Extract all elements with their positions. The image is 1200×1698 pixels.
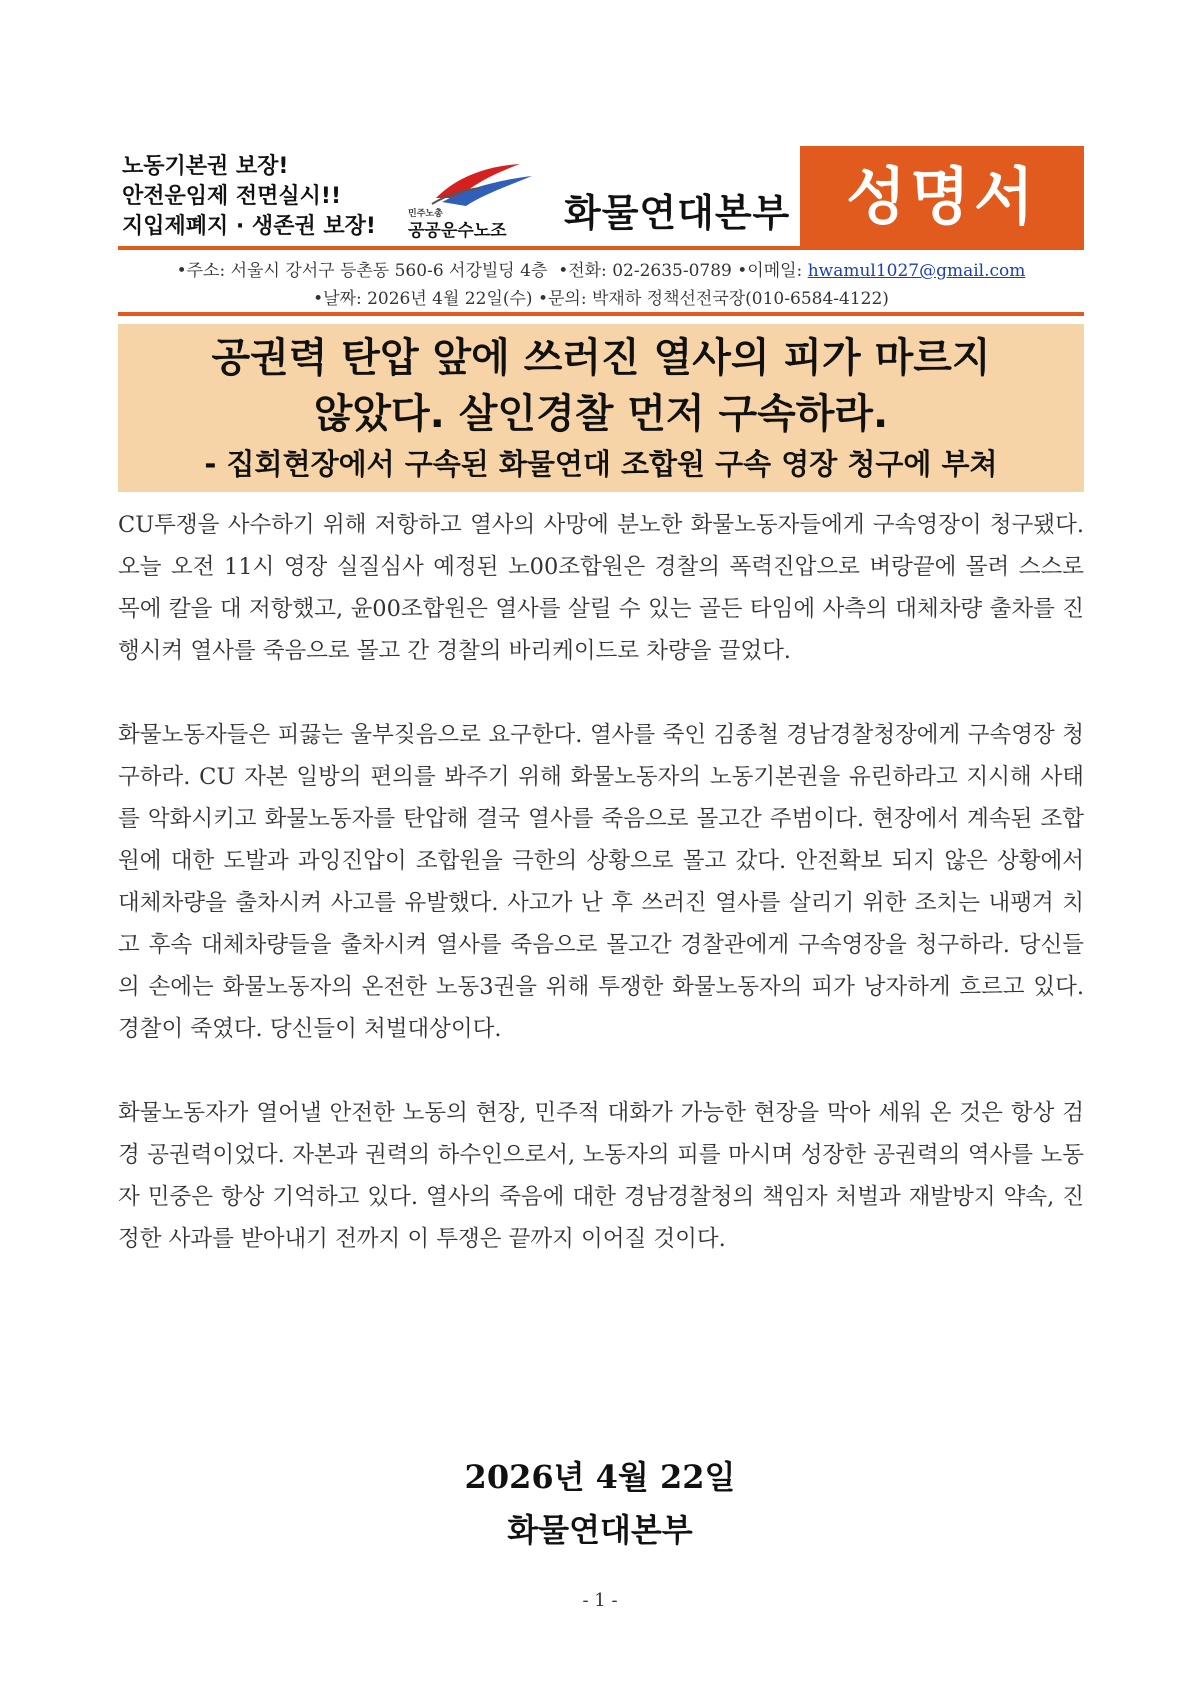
release-date: •날짜: 2026년 4월 22일(수) <box>313 289 533 309</box>
statement-body <box>118 504 1084 1302</box>
contact-divider <box>118 312 1084 316</box>
logo-subtitle: 민주노총 <box>408 209 443 219</box>
slogan-2: 안전운임제 전면실시!! <box>122 184 341 209</box>
paragraph-1: CU투쟁을 사수하기 위해 저항하고 열사의 사망에 분노한 화물노동자들에게 구속영장이 청구됐다. 오늘 오전 11시 영장 실질심사 예정된 노00조합원은 경찰의 폭력진압으로 벼랑끝에 몰려 스스로 목에 칼을 대 저항했고, 윤00조합원은 열사를 살릴 수 있는 골든 타임에 사측의 대체차량 출차를 진행시켜 열사를 죽음으로 몰고 간 경찰의 바리케이드로 차량을 끌었다. <box>118 512 1084 664</box>
paragraph-3: 화물노동자가 열어낼 안전한 노동의 현장, 민주적 대화가 가능한 현장을 막아 세워 온 것은 항상 검경 공권력이었다. 자본과 권력의 하수인으로서, 노동자의 피를 마시며 성장한 공권력의 역사를 노동자 민중은 항상 기억하고 있다. 열사의 죽음에 대한 경남경찰청의 책임자 처벌과 재발방지 약속, 진정한 사과를 받아내기 전까지 이 투쟁은 끝까지 이어질 것이다. <box>118 1100 1084 1252</box>
closing-date: 2026년 4월 22일 <box>464 1458 736 1496</box>
page-number: - 1 - <box>582 1590 618 1611</box>
email-link[interactable]: hwamul1027@gmail.com <box>807 261 1026 281</box>
header-divider <box>118 246 1084 250</box>
inquiry: •문의: 박재하 정책선전국장(010-6584-4122) <box>537 289 889 309</box>
slogan-1: 노동기본권 보장! <box>122 154 289 179</box>
org-name: 화물연대본부 <box>564 191 791 235</box>
subtitle: - 집회현장에서 구속된 화물연대 조합원 구속 영장 청구에 부쳐 <box>204 447 998 481</box>
title-box <box>118 324 1084 492</box>
union-logo-icon <box>428 158 538 208</box>
paragraph-2: 화물노동자들은 피끓는 울부짖음으로 요구한다. 열사를 죽인 김종철 경남경찰청장에게 구속영장 청구하라. CU 자본 일방의 편의를 봐주기 위해 화물노동자의 노동기본권을 유린하라고 지시해 사태를 악화시키고 화물노동자를 탄압해 결국 열사를 죽음으로 몰고간 주범이다. 현장에서 계속된 조합원에 대한 도발과 과잉진압이 조합원을 극한의 상황으로 몰고 갔다. 안전확보 되지 않은 상황에서 대체차량을 출차시켜 사고를 유발했다. 사고가 난 후 쓰러진 열사를 살리기 위한 조치는 내팽겨 치고 후속 대체차량들을 출차시켜 열사를 죽음으로 몰고간 경찰관에게 구속영장을 청구하라. 당신들의 손에는 화물노동자의 온전한 노동3권을 위해 투쟁한 화물노동자의 피가 낭자하게 흐르고 있다. 경찰이 죽였다. 당신들이 처벌대상이다. <box>118 722 1084 1042</box>
union-logo <box>408 158 553 241</box>
letterhead <box>118 146 1084 248</box>
title-line-2: 않았다. 살인경찰 먼저 구속하라. <box>313 391 889 437</box>
contact-line-1 <box>118 256 1084 281</box>
slogans <box>122 152 376 242</box>
logo-name: 공공운수노조 <box>408 221 507 241</box>
address: •주소: 서울시 강서구 등촌동 560-6 서강빌딩 4층 <box>176 261 548 281</box>
slogan-3: 지입제폐지 · 생존권 보장! <box>122 214 376 239</box>
phone: •전화: 02-2635-0789 <box>558 261 732 281</box>
document-type-badge: 성명서 <box>800 146 1084 248</box>
contact-line-2 <box>118 284 1084 309</box>
title-line-1: 공권력 탄압 앞에 쓰러진 열사의 피가 마르지 <box>211 335 991 381</box>
email-label: •이메일: <box>737 261 803 281</box>
closing-org: 화물연대본부 <box>507 1511 693 1549</box>
